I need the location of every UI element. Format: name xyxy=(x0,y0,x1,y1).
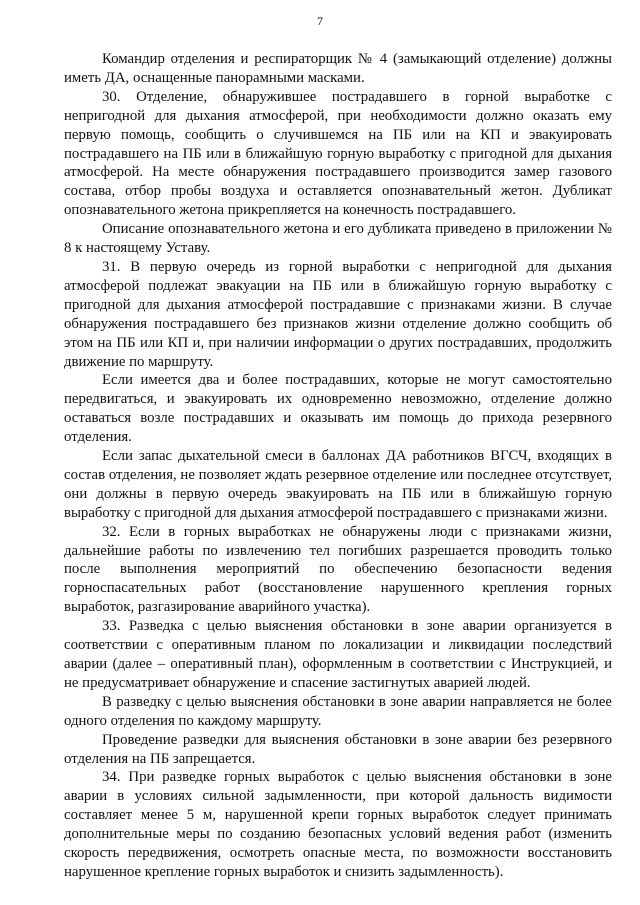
paragraph: 33. Разведка с целью выяснения обстановки в зоне аварии организуется в соответствии с оперативным планом по локализации и ликвидации последствий аварии (далее – оперативный план), оформленным в соответствии с Инструкцией, и не предусматривает обнаружение и спасение застигнутых аварией людей. xyxy=(64,618,612,691)
paragraph: Если имеется два и более пострадавших, которые не могут самостоятельно передвигаться, и эвакуировать их одновременно невозможно, отделение должно оставаться возле пострадавших и оказывать им помощь до прихода резервного отделения. xyxy=(64,372,612,446)
paragraph: 32. Если в горных выработках не обнаружены люди с признаками жизни, дальнейшие работы по извлечению тел погибших разрешается проводить только после выполнения мероприятий по обеспечению безопасности ведения горноспасательных работ (восстановление нарушенного крепления горных выработок, разгазирование аварийного участка). xyxy=(64,523,612,616)
paragraph: Проведение разведки для выяснения обстановки в зоне аварии без резервного отделения на ПБ запрещается. xyxy=(64,731,612,767)
paragraph: 34. При разведке горных выработок с целью выяснения обстановки в зоне аварии в условиях сильной задымленности, при которой дальность видимости составляет менее 5 м, нарушенной крепи горных выработок следует принимать дополнительные меры по созданию безопасных условий ведения работ (изменить скорость передвижения, осмотреть опасные места, по возможности восстановить нарушенное крепление горных выработок и снизить задымленность). xyxy=(64,769,612,880)
page-number: 7 xyxy=(317,14,323,28)
paragraph: Командир отделения и респираторщик № 4 (замыкающий отделение) должны иметь ДА, оснащенные панорамными масками. xyxy=(64,51,612,86)
paragraph: Если запас дыхательной смеси в баллонах ДА работников ВГСЧ, входящих в состав отделения, не позволяет ждать резервное отделение или последнее отсутствует, они должны в первую очередь эвакуировать на ПБ или в ближайшую горную выработку с пригодной для дыхания атмосферой пострадавшего с признаками жизни. xyxy=(64,448,612,521)
body-text xyxy=(64,50,612,882)
paragraph: 30. Отделение, обнаружившее пострадавшего в горной выработке с непригодной для дыхания атмосферой, при необходимости должно оказать ему первую помощь, сообщить о случившемся на ПБ или на КП и эвакуировать пострадавшего на ПБ или в ближайшую горную выработку с пригодной для дыхания атмосферой. На месте обнаружения пострадавшего производится замер газового состава, отбор пробы воздуха и оставляется опознавательный жетон. Дубликат опознавательного жетона прикрепляется на конечность пострадавшего. xyxy=(64,88,612,219)
paragraph: В разведку с целью выяснения обстановки в зоне аварии направляется не более одного отделения по каждому маршруту. xyxy=(64,693,612,729)
paragraph: 31. В первую очередь из горной выработки с непригодной для дыхания атмосферой подлежат эвакуации на ПБ или в ближайшую горную выработку с пригодной для дыхания атмосферой пострадавшие с признаками жизни. В случае обнаружения пострадавшего без признаков жизни отделение должно сообщить об этом на ПБ или КП и, при наличии информации о других пострадавших, продолжить движение по маршруту. xyxy=(64,258,612,370)
paragraph: Описание опознавательного жетона и его дубликата приведено в приложении № 8 к настоящему Уставу. xyxy=(64,221,612,257)
